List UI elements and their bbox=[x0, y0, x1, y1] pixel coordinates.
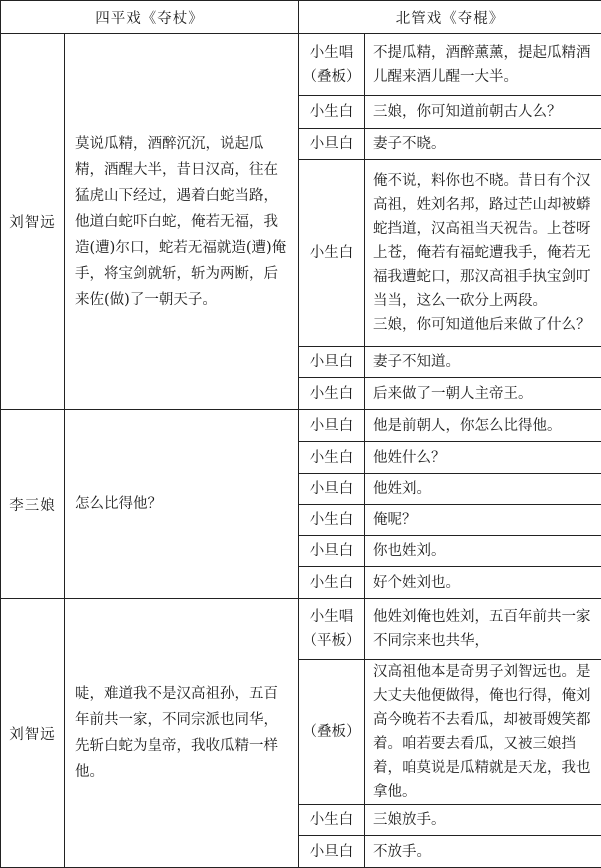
speaker-cell: 小旦白 bbox=[299, 474, 365, 505]
line-cell: 后来做了一朝人主帝王。 bbox=[365, 378, 601, 410]
line-cell: 你也姓刘。 bbox=[365, 536, 601, 567]
speaker-cell: 小生白 bbox=[299, 805, 365, 836]
speaker-cell: （叠板） bbox=[299, 660, 365, 805]
line-cell: 不放手。 bbox=[365, 836, 601, 868]
speaker-cell: 小生白 bbox=[299, 160, 365, 347]
line-cell: 不提瓜精，酒醉薰薰，提起瓜精酒儿醒来酒儿醒一大半。 bbox=[365, 34, 601, 96]
line-cell: 俺呢？ bbox=[365, 505, 601, 536]
line-cell: 他是前朝人，你怎么比得他。 bbox=[365, 410, 601, 442]
siping-text: 莫说瓜精，酒醉沉沉，说起瓜精，酒醒大半，昔日汉高，往在猛虎山下经过，遇着白蛇当路，他道白蛇吓白蛇，俺若无福，我造(遭)尔口，蛇若无福就造(遭)俺手，将宝剑就斩，斩为两断，后来佐(做)了一朝天子。 bbox=[65, 34, 299, 410]
line-cell: 三娘放手。 bbox=[365, 805, 601, 836]
speaker-cell: 小生白 bbox=[299, 505, 365, 536]
line-cell: 妻子不晓。 bbox=[365, 129, 601, 160]
header-beiguan: 北管戏《夺棍》 bbox=[299, 1, 601, 34]
line-cell: 他姓什么？ bbox=[365, 442, 601, 474]
speaker-cell: 小旦白 bbox=[299, 536, 365, 567]
speaker-cell: 小旦白 bbox=[299, 347, 365, 378]
header-siping: 四平戏《夺杖》 bbox=[1, 1, 299, 34]
siping-text: 唗，难道我不是汉高祖孙，五百年前共一家，不同宗派也同华，先斩白蛇为皇帝，我收瓜精一样他。 bbox=[65, 599, 299, 868]
line-cell: 他姓刘俺也姓刘，五百年前共一家不同宗来也共华， bbox=[365, 599, 601, 660]
line-cell: 俺不说，料你也不晓。昔日有个汉高祖，姓刘名邦，路过芒山却被蟒蛇挡道，汉高祖当天祝告。上苍呀上苍，俺若有福蛇遭我手，俺若无福我遭蛇口，那汉高祖手执宝剑叮当当，这么一砍分上两段。 三娘，你可知道他后来做了什么？ bbox=[365, 160, 601, 347]
speaker-cell: 小旦白 bbox=[299, 129, 365, 160]
speaker-cell: 小旦白 bbox=[299, 836, 365, 868]
speaker-cell: 小旦白 bbox=[299, 410, 365, 442]
line-cell: 三娘，你可知道前朝古人么？ bbox=[365, 96, 601, 129]
line-cell: 汉高祖他本是奇男子刘智远也。是大丈夫他便做得，俺也行得，俺刘高今晚若不去看瓜，却被哥嫂笑都着。咱若要去看瓜，又被三娘挡着，咱莫说是瓜精就是天龙，我也拿他。 bbox=[365, 660, 601, 805]
speaker-cell: 小生白 bbox=[299, 378, 365, 410]
line-cell: 妻子不知道。 bbox=[365, 347, 601, 378]
speaker-cell: 小生唱 （叠板） bbox=[299, 34, 365, 96]
line-cell: 他姓刘。 bbox=[365, 474, 601, 505]
speaker-cell: 小生唱 （平板） bbox=[299, 599, 365, 660]
line-cell: 好个姓刘也。 bbox=[365, 567, 601, 599]
speaker-cell: 小生白 bbox=[299, 442, 365, 474]
siping-text: 怎么比得他？ bbox=[65, 410, 299, 599]
role-cell: 刘智远 bbox=[1, 599, 65, 868]
speaker-cell: 小生白 bbox=[299, 567, 365, 599]
role-cell: 刘智远 bbox=[1, 34, 65, 410]
speaker-cell: 小生白 bbox=[299, 96, 365, 129]
role-cell: 李三娘 bbox=[1, 410, 65, 599]
